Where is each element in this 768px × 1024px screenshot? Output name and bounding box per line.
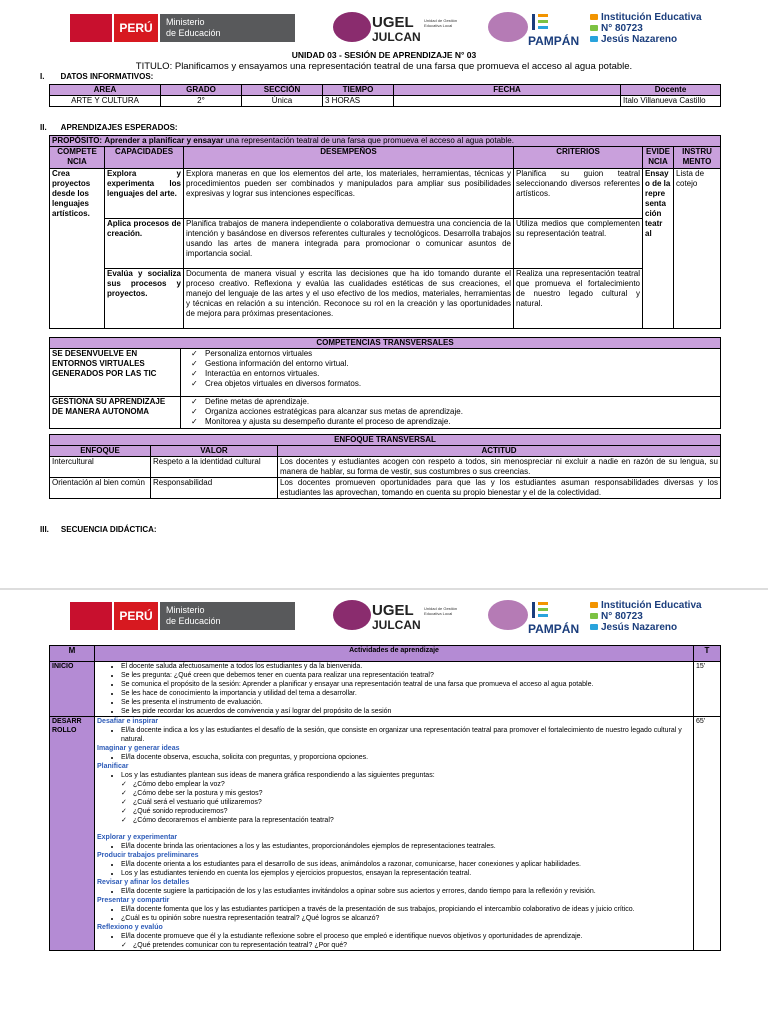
julcan-text: JULCAN [372,618,421,632]
td-trans-2-items [181,397,721,429]
institution-label [590,12,702,45]
td-enfoque-2: Orientación al bien común [50,478,151,499]
ie-logo [532,14,550,32]
ugel-emblem-logo [333,12,371,42]
th-seccion: SECCIÓN [242,85,323,96]
question-item: ✓ ¿Cuál será el vestuario qué utilizaremos? [133,798,691,807]
section-1-heading [40,72,153,81]
th-grado: GRADO [161,85,242,96]
td-criterio-3: Realiza una representación teatral que promueva el fortalecimiento de nuestro legado cultural y natural. [514,269,643,329]
producir-item: • Los y las estudiantes teniendo en cuenta los ejemplos y ejercicios propuestos, ensayan la representación teatral. [121,869,691,878]
question-item: ✓ ¿Qué sonido reproduciremos? [133,807,691,816]
td-actitud-2: Los docentes promueven oportunidades para que las y los estudiantes asuman responsabilidades diversas y los estudiantes las aprovechan, tomando en cuenta su propio bienestar y el de la colectividad. [278,478,721,499]
revisar-heading: Revisar y afinar los detalles [97,879,190,886]
section-3-num: III. [40,525,49,534]
presentar-item: • El/la docente fomenta que los y las estudiantes participen a través de la presentación de sus trabajos, propiciando el intercambio colaborativo de ideas y juicio crítico. [121,905,691,914]
th-area: AREA [50,85,161,96]
td-desempeno-2: Planifica trabajos de manera independiente o colaborativa demuestra una conciencia de la intención y basándose en diversos referentes culturales y tecnológicos. Desarrolla trabajos usando las artes de manera integrada para promocionar o comunicar asuntos de importancia social. [184,219,514,269]
th-tiempo: T [694,646,721,662]
td-capacidad-2: Aplica procesos de creación. [105,219,184,269]
th-desempenos: DESEMPEÑOS [184,147,514,169]
th-docente: Docente [621,85,721,96]
ministerio-line2: de Educación [166,616,221,626]
td-valor-1: Respeto a la identidad cultural [151,457,278,478]
transversales-table [49,337,721,429]
page-2-header [0,598,768,642]
trans-2-item: ✓ Monitorea y ajusta su desempeño durante el proceso de aprendizaje. [205,417,718,427]
explorar-heading: Explorar y experimentar [97,834,178,841]
secuencia-table [49,645,721,951]
reflexiono-heading: Reflexiono y evalúo [97,924,163,931]
th-tiempo: TIEMPO [323,85,394,96]
td-capacidad-3: Evalúa y socializa sus procesos y proyectos. [105,269,184,329]
td-inicio-time: 15’ [694,662,721,717]
question-item: ✓ ¿Cómo decoraremos el ambiente para la representación teatral? [133,816,691,825]
datos-table [49,84,721,107]
th-instrumento: INSTRU MENTO [674,147,721,169]
titulo-text: : Planificamos y ensayamos una representación teatral de una farsa que promueva el acceso al agua potable. [169,61,633,72]
ie-logo [532,602,550,620]
ugel-label [372,16,421,44]
planificar-item: • Los y las estudiantes plantean sus ideas de manera gráfica respondiendo a las siguientes preguntas: [121,771,691,780]
inst-line2: N° 80723 [601,23,643,34]
td-desarrollo-activities [95,717,694,951]
desafiar-item: • El/la docente indica a los y las estudiantes el desafío de la sesión, que consiste en organizar una representación teatral para promover el fortalecimiento de nuestro legado cultural y natural. [121,726,691,744]
school-emblem-logo [488,600,528,630]
unidad-title: UNIDAD 03 - SESIÓN DE APRENDIZAJE N° 03 [291,50,477,60]
ugel-subtitle: Unidad de Gestión Educativa Local [424,606,458,616]
peru-label: PERÚ [114,602,158,630]
session-title [0,61,768,72]
td-inicio-activities [95,662,694,717]
th-evidencia: EVIDE NCIA [643,147,674,169]
inst-line2: N° 80723 [601,611,643,622]
presentar-heading: Presentar y compartir [97,897,170,904]
proposito-row [50,136,721,147]
section-2-title: APRENDIZAJES ESPERADOS: [60,123,178,132]
ministerio-label [160,602,295,630]
question-item: ✓ ¿Cómo debo emplear la voz? [133,780,691,789]
ministerio-line1: Ministerio [166,17,205,27]
reflexiono-item: • El/la docente promueve que él y la estudiante reflexione sobre el proceso que empleó e identifique nuevos objetivos y oportunidades de aprendizaje. [121,932,691,941]
td-actitud-1: Los docentes y estudiantes acogen con respeto a todos, sin menospreciar ni excluir a nadie en razón de su lengua, su manera de hablar, su forma de vestir, sus costumbres o sus creencias. [278,457,721,478]
ugel-subtitle: Unidad de Gestión Educativa Local [424,18,458,28]
section-2-heading [40,123,178,132]
th-transversales: COMPETENCIAS TRANSVERSALES [50,338,721,349]
ugel-label [372,604,421,632]
ministerio-line1: Ministerio [166,605,205,615]
inicio-item: • El docente saluda afectuosamente a todos los estudiantes y da la bienvenida. [121,662,691,671]
proposito-bold: Aprender a planificar y ensayar [104,136,224,145]
td-competencia: Crea proyectos desde los lenguajes artísticos. [50,169,105,329]
inst-line1: Institución Educativa [601,600,702,611]
td-grado: 2° [161,96,242,107]
trans-1-item: ✓ Interactúa en entornos virtuales. [205,369,718,379]
section-1-num: I. [40,72,45,81]
imaginar-item: • El/la docente observa, escucha, solicita con preguntas, y proporciona opciones. [121,753,691,762]
school-emblem-logo [488,12,528,42]
section-2-num: II. [40,123,47,132]
th-enfoque: ENFOQUE [50,446,151,457]
institution-label [590,600,702,633]
th-enfoque-transversal: ENFOQUE TRANSVERSAL [50,435,721,446]
inst-line1: Institución Educativa [601,12,702,23]
trans-2-item: ✓ Define metas de aprendizaje. [205,397,718,407]
td-valor-2: Responsabilidad [151,478,278,499]
last-question: ✓ ¿Qué pretendes comunicar con tu representación teatral? ¿Por qué? [133,941,691,950]
section-3-heading [40,525,157,534]
th-valor: VALOR [151,446,278,457]
aprendizajes-table [49,135,721,329]
td-tiempo: 3 HORAS [323,96,394,107]
ugel-emblem-logo [333,600,371,630]
enfoque-table [49,434,721,499]
planificar-heading: Planificar [97,763,129,770]
trans-1-item: ✓ Crea objetos virtuales en diversos formatos. [205,379,718,389]
th-fecha: FECHA [394,85,621,96]
pampan-label: PAMPÁN [528,34,580,48]
td-desempeno-1: Explora maneras en que los elementos del arte, los materiales, herramientas, técnicas y procedimientos pueden ser combinados y manipulados para ampliar sus posibilidades expresivas y lograr sus intenciones específicas. [184,169,514,219]
proposito-text: una representación teatral de una farsa que promueva el acceso al agua potable. [225,136,514,145]
th-capacidades: CAPACIDADES [105,147,184,169]
ugel-text: UGEL [372,602,414,619]
td-area: ARTE Y CULTURA [50,96,161,107]
pampan-label: PAMPÁN [528,622,580,636]
th-actividades: Actividades de aprendizaje [95,646,694,662]
inicio-item: • Se les pregunta: ¿Qué creen que debemos tener en cuenta para realizar una representación teatral? [121,671,691,680]
peru-shield-logo [70,602,112,630]
td-seccion: Única [242,96,323,107]
explorar-item: • El/la docente brinda las orientaciones a los y las estudiantes, proporcionándoles ejemplos de representaciones teatrales. [121,842,691,851]
inst-line3: Jesús Nazareno [601,622,678,633]
td-trans-2-name: GESTIONA SU APRENDIZAJE DE MANERA AUTONOMA [50,397,181,429]
presentar-item: • ¿Cuál es tu opinión sobre nuestra representación teatral? ¿Qué logros se alcanzó? [121,914,691,923]
ministerio-label [160,14,295,42]
proposito-label: PROPÓSITO: [52,136,103,145]
td-enfoque-1: Intercultural [50,457,151,478]
desafiar-heading: Desafiar e inspirar [97,718,159,725]
td-capacidad-1: Explora y experimenta los lenguajes del arte. [105,169,184,219]
td-criterio-2: Utiliza medios que complementen su representación teatral. [514,219,643,269]
td-trans-1-name: SE DESENVUELVE EN ENTORNOS VIRTUALES GENERADOS POR LAS TIC [50,349,181,397]
imaginar-heading: Imaginar y generar ideas [97,745,180,752]
peru-label: PERÚ [114,14,158,42]
td-desarrollo-time: 65’ [694,717,721,951]
td-fecha [394,96,621,107]
question-item: ✓ ¿Cómo debe ser la postura y mis gestos? [133,789,691,798]
td-trans-1-items [181,349,721,397]
julcan-text: JULCAN [372,30,421,44]
ministerio-line2: de Educación [166,28,221,38]
td-instrumento: Lista de cotejo [674,169,721,329]
th-actitud: ACTITUD [278,446,721,457]
peru-shield-logo [70,14,112,42]
inicio-item: • Se comunica el propósito de la sesión: Aprender a planificar y ensayar una representación teatral de una farsa que promueva el acceso al agua potable. [121,680,691,689]
producir-heading: Producir trabajos preliminares [97,852,199,859]
td-docente: Italo Villanueva Castillo [621,96,721,107]
td-desempeno-3: Documenta de manera visual y escrita las decisiones que ha ido tomando durante el proceso creativo. Reflexiona y evalúa las cualidades estéticas de sus creaciones, el manejo del lenguaje de las artes y el uso efectivo de los medios, materiales, herramientas y técnicas en relación a su intención. Reconoce su rol en la creación y las oportunidades de mejora para próximas presentaciones. [184,269,514,329]
td-evidencia: Ensay o de la repre senta ción teatr al [643,169,674,329]
revisar-item: • El/la docente sugiere la participación de los y las estudiantes invitándolos a opinar sobre sus aciertos y errores, dando tiempo para la reflexión y revisión. [121,887,691,896]
page-break [0,588,768,590]
inicio-item: • Se les pide recordar los acuerdos de convivencia y así lograr del propósito de la sesión [121,707,691,716]
page-header [0,10,768,54]
ugel-text: UGEL [372,14,414,31]
trans-1-item: ✓ Gestiona información del entorno virtual. [205,359,718,369]
section-3-title: SECUENCIA DIDÁCTICA: [60,525,157,534]
td-desarrollo-label: DESARR ROLLO [50,717,95,951]
titulo-label: TITULO [135,61,170,72]
th-criterios: CRITERIOS [514,147,643,169]
td-inicio-label: INICIO [50,662,95,717]
td-criterio-1: Planifica su guion teatral seleccionando diversos referentes artísticos. [514,169,643,219]
producir-item: • El/la docente orienta a los estudiantes para el desarrollo de sus ideas, animándolos a razonar, comunicarse, hacer conexiones y aplicar habilidades. [121,860,691,869]
th-competencia: COMPETE NCIA [50,147,105,169]
section-1-title: DATOS INFORMATIVOS: [60,72,154,81]
th-momento: M [50,646,95,662]
trans-2-item: ✓ Organiza acciones estratégicas para alcanzar sus metas de aprendizaje. [205,407,718,417]
inst-line3: Jesús Nazareno [601,34,678,45]
inicio-item: • Se les presenta el instrumento de evaluación. [121,698,691,707]
inicio-item: • Se les hace de conocimiento la importancia y utilidad del tema a desarrollar. [121,689,691,698]
trans-1-item: ✓ Personaliza entornos virtuales [205,349,718,359]
